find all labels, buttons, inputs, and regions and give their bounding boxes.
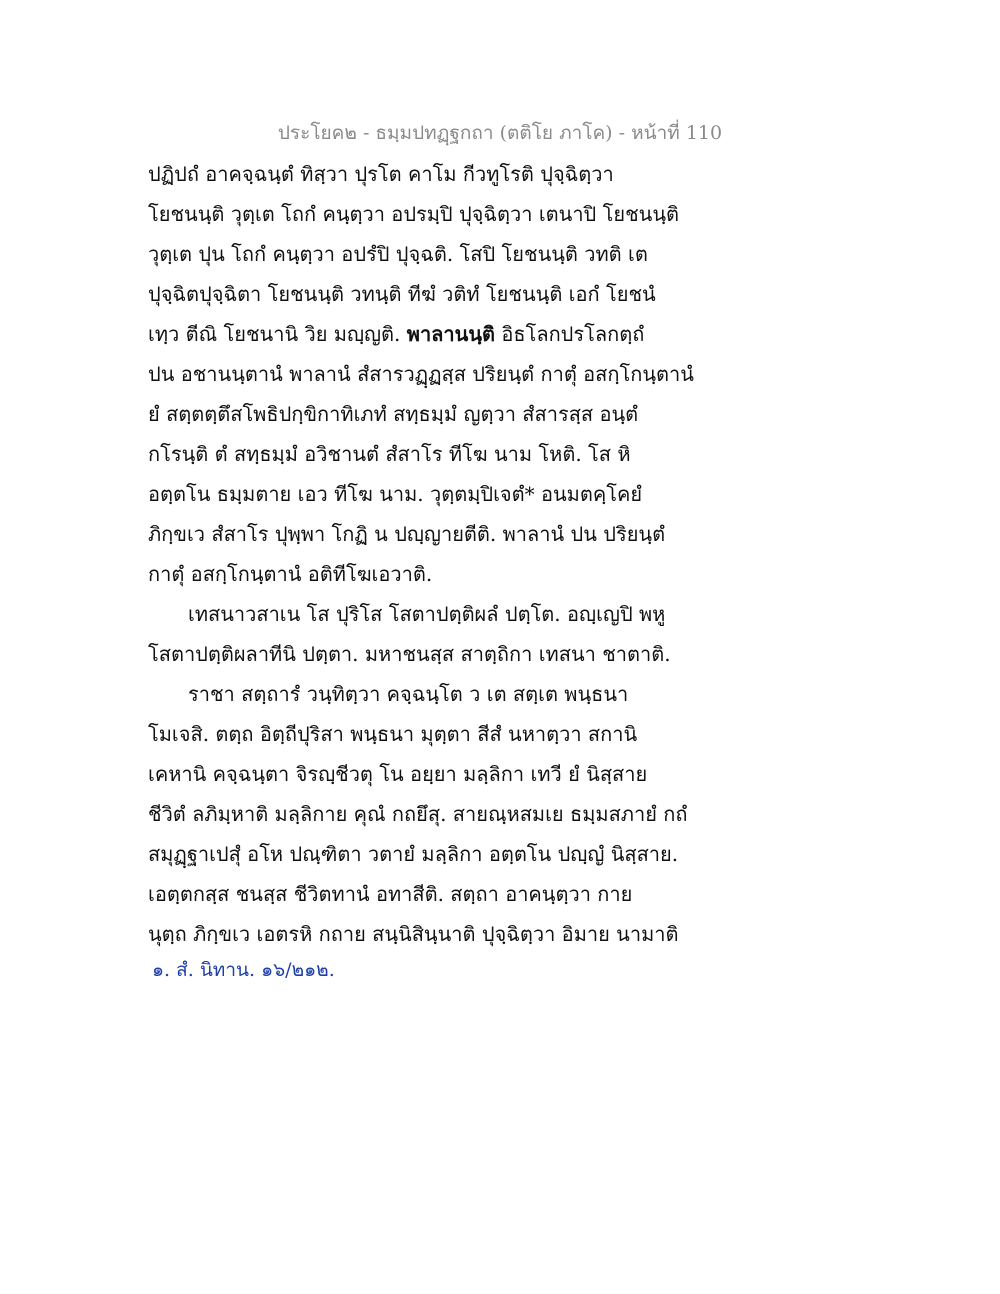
body-text <box>148 154 694 954</box>
text-line-14: ราชา สตฺถารํ วนฺทิตฺวา คจฺฉนฺโต ว เต สตฺเต พนฺธนา <box>188 682 629 706</box>
page-header: ประโยค๒ - ธมฺมปทฏฺฐกถา (ตติโย ภาโค) - หน้าที่ 110 <box>277 122 723 144</box>
text-line-12: เทสนาวสาเน โส ปุริโส โสตาปตฺติผลํ ปตฺโต. อญฺเญปิ พหู <box>188 602 666 626</box>
text-line-16: เคหานิ คจฺฉนฺตา จิรญฺชีวตุ โน อยฺยา มลฺลิกา เทวี ยํ นิสฺสาย <box>148 762 648 786</box>
bold-term: พาลานนฺติ <box>406 322 495 346</box>
text-line-8: กโรนฺติ ตํ สทฺธมฺมํ อวิชานตํ สํสาโร ทีโฆ นาม โหติ. โส หิ <box>148 442 631 466</box>
text-line-7: ยํ สตฺตตฺตึสโพธิปกฺขิกาทิเภทํ สทฺธมฺมํ ญตฺวา สํสารสฺส อนฺตํ <box>148 402 639 426</box>
text-line-6: ปน อชานนฺตานํ พาลานํ สํสารวฏฺฏสฺส ปริยนฺตํ กาตุํ อสกฺโกนฺตานํ <box>148 362 694 386</box>
footnote: ๑. สํ. นิทาน. ๑๖/๒๑๒. <box>152 959 335 981</box>
text-line-10: ภิกฺขเว สํสาโร ปุพฺพา โกฏิ น ปญฺญายตีติ. พาลานํ ปน ปริยนฺตํ <box>148 522 666 546</box>
text-line-1: ปฏิปถํ อาคจฺฉนฺตํ ทิสฺวา ปุรโต คาโม กีวทูโรติ ปุจฺฉิตฺวา <box>148 162 614 186</box>
text-line-5 <box>148 314 688 354</box>
text-line-17: ชีวิตํ ลภิมฺหาติ มลฺลิกาย คุณํ กถยึสุ. สายณฺหสมเย ธมฺมสภายํ กถํ <box>148 802 688 826</box>
text-line-15: โมเจสิ. ตตฺถ อิตฺถีปุริสา พนฺธนา มุตฺตา สีสํ นหาตฺวา สกานิ <box>148 722 638 746</box>
text-line-19: เอตฺตกสฺส ชนสฺส ชีวิตทานํ อทาสีติ. สตฺถา อาคนฺตฺวา กาย <box>148 882 633 906</box>
text-line-2: โยชนนฺติ วุตฺเต โถกํ คนฺตฺวา อปรมฺปิ ปุจฺฉิตฺวา เตนาปิ โยชนนฺติ <box>148 202 679 226</box>
text-line-9: อตฺตโน ธมฺมตาย เอว ทีโฆ นาม. วุตฺตมฺปิเจตํ* อนมตคฺโคยํ <box>148 482 643 506</box>
text-line-3: วุตฺเต ปุน โถกํ คนฺตฺวา อปรํปิ ปุจฺฉติ. โสปิ โยชนนฺติ วทติ เต <box>148 242 648 266</box>
text-line-5-end: อิธโลกปรโลกตฺถํ <box>501 322 645 346</box>
text-line-5-start: เทฺว ตีณิ โยชนานิ วิย มญฺญติ. <box>148 322 401 346</box>
text-line-11: กาตุํ อสกฺโกนฺตานํ อติทีโฆเอวาติ. <box>148 562 433 586</box>
text-line-18: สมุฏฺฐาเปสุํ อโห ปณฺฑิตา วตายํ มลฺลิกา อตฺตโน ปญฺญํ นิสฺสาย. <box>148 842 679 866</box>
text-line-4: ปุจฺฉิตปุจฺฉิตา โยชนนฺติ วทนฺติ ทีฆํ วติทํ โยชนนฺติ เอกํ โยชนํ <box>148 282 656 306</box>
text-line-13: โสตาปตฺติผลาทีนิ ปตฺตา. มหาชนสฺส สาตฺถิกา เทสนา ชาตาติ. <box>148 642 671 666</box>
text-line-20: นุตฺถ ภิกฺขเว เอตรหิ กถาย สนฺนิสินฺนาติ ปุจฺฉิตฺวา อิมาย นามาติ <box>148 922 679 946</box>
